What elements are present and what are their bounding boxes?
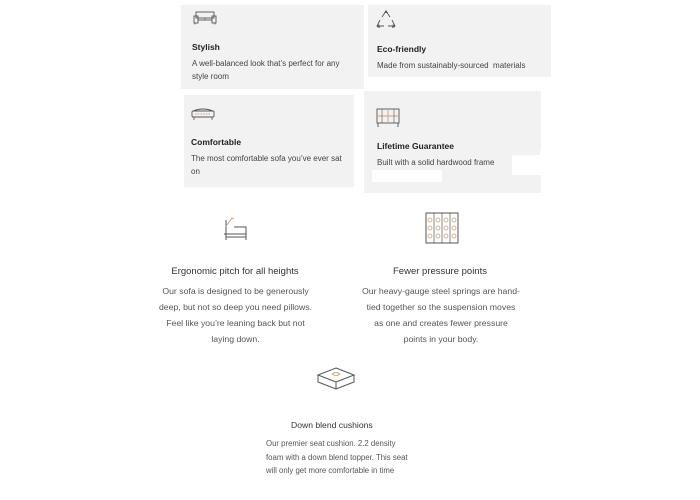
recycle-icon xyxy=(375,9,397,31)
feature-card-comfortable xyxy=(184,95,354,187)
springs-icon xyxy=(425,212,459,244)
cushion-description: Our premier seat cushion. 2.2 density foam with a down blend topper. This seat will only get more comfortable in time xyxy=(266,439,408,475)
card-description: A well-balanced look that’s perfect for any style room xyxy=(192,59,340,81)
card-title: Comfortable xyxy=(191,137,242,147)
cushion-sofa-icon xyxy=(190,107,216,121)
cushion-box-icon xyxy=(316,366,356,392)
feature-card-eco-friendly xyxy=(368,5,551,77)
wood-frame-icon xyxy=(375,106,401,128)
feature-description: Our sofa is designed to be generously deep, but not so deep you need pillows. Feel like you’re leaning back but not laying down. xyxy=(158,286,313,344)
feature-title: Fewer pressure points xyxy=(393,266,487,277)
feature-title: Ergonomic pitch for all heights xyxy=(171,266,299,277)
card-description: Made from sustainably-sourced materials xyxy=(377,61,526,70)
card-title: Stylish xyxy=(192,42,220,52)
card-description: Built with a solid hardwood frame xyxy=(377,158,495,167)
card-description: The most comfortable sofa you’ve ever sat on xyxy=(191,154,342,176)
cushion-title: Down blend cushions xyxy=(291,420,373,430)
background-patch xyxy=(372,170,442,182)
background-patch xyxy=(258,0,328,5)
feature-card-stylish xyxy=(181,5,364,89)
card-title: Lifetime Guarantee xyxy=(377,141,454,151)
feature-description: Our heavy-gauge steel springs are hand-tied together so the suspension moves as one and creates fewer pressure points in your body. xyxy=(362,286,520,344)
card-title: Eco-friendly xyxy=(377,44,427,54)
background-patch xyxy=(512,155,542,175)
background-patch xyxy=(540,150,558,158)
sofa-icon xyxy=(193,11,217,25)
chair-pitch-icon xyxy=(220,212,250,242)
